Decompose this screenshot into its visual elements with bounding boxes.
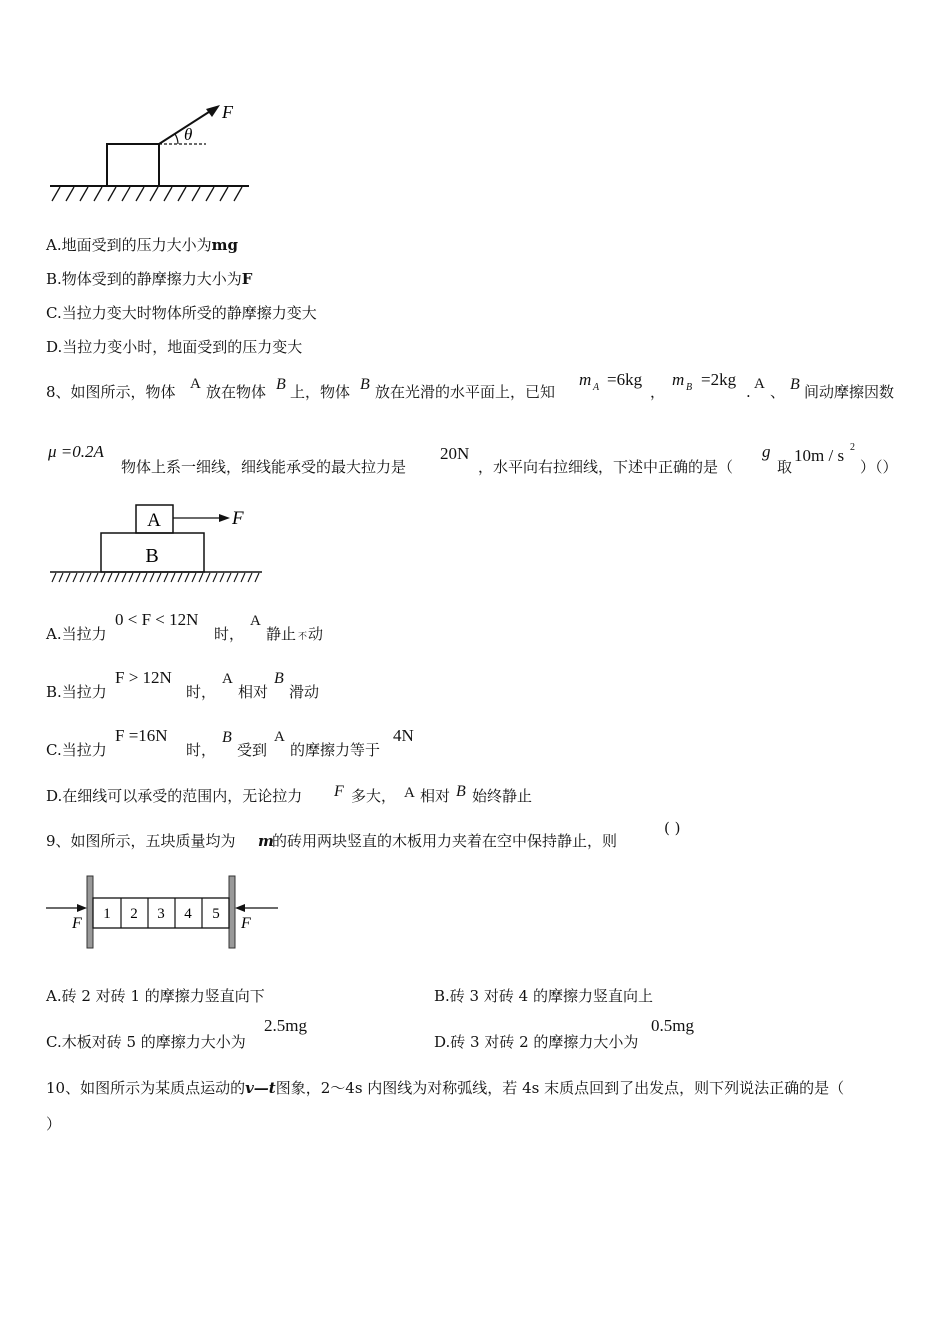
q9-stem [46,814,746,850]
subscript: A [593,382,600,393]
option-text: 滑动 [289,683,320,701]
q8-option-a [46,610,446,644]
option-text: 时， [186,741,217,759]
stem-text: 放在光滑的水平面上，已知 [375,383,556,401]
var-B: B [790,376,800,393]
stem-text: 放在物体 [206,383,267,401]
var-B: B [276,376,286,393]
stem-text: 取 [777,458,793,476]
option-text: B.物体受到的静摩擦力大小为 [46,270,242,288]
option-text: A.当拉力 [46,625,107,643]
var-B: B [360,376,370,393]
max-tension: 20N [440,444,470,463]
option-text: 受到 [237,741,268,759]
stem-text: ）（） [860,458,898,476]
var-F: F [334,783,344,800]
angle-label: θ [184,125,193,144]
left-force-label: F [72,915,82,932]
var-A: A [250,613,261,629]
punct: ， [650,383,666,401]
punct: . [746,383,751,401]
right-board [229,876,235,948]
angle-arc [175,134,178,144]
var-A: A [754,376,765,392]
option-text: C.当拉力 [46,741,107,759]
stem-text: 物体上系一细线，细线能承受的最大拉力是 [121,458,407,476]
q8-option-b [46,668,446,702]
option-text: C.木板对砖 5 的摩擦力大小为 [46,1033,246,1051]
arrowhead-icon [235,904,245,912]
option-value: 4N [393,726,414,745]
q9-figure [44,872,284,952]
value-mB: =2kg [701,370,737,389]
option-text: D.砖 3 对砖 2 的摩擦力大小为 [434,1033,639,1051]
var-A: A [404,785,415,801]
q7-option-c: C.当拉力变大时物体所受的静摩擦力变大 [46,304,317,322]
brick-5-label: 5 [212,906,220,922]
punct: 、 [770,383,786,401]
block [107,144,159,186]
q9-option-c [46,1016,366,1056]
arrowhead-icon [206,105,220,117]
option-text: 静止 [266,625,297,643]
option-math: 0 < F < 12N [115,610,199,629]
option-text: 相对 [420,787,451,805]
q8-stem-line-2 [46,440,926,476]
var-g: g [762,442,771,461]
brick-4-label: 4 [184,906,192,922]
ground-hatching [52,187,242,201]
q10-stem [46,1078,844,1098]
option-text: 时， [214,625,245,643]
arrowhead-icon [219,514,230,522]
left-board [87,876,93,948]
q7-option-d: D.当拉力变小时，地面受到的压力变大 [46,338,303,356]
value-mA: =6kg [607,370,643,389]
stem-text: ，水平向右拉细线，下述中正确的是（ [478,458,734,476]
option-text: B.当拉力 [46,683,107,701]
option-math: F > 12N [115,668,172,687]
var-B: B [456,783,466,800]
option-math: F [241,270,253,288]
var-A: A [190,376,201,392]
stem-text: 的砖用两块竖直的木板用力夹着在空中保持静止，则 [272,832,618,850]
var-A: A [222,671,233,687]
option-value: 0.5mg [651,1016,694,1035]
force-label: F [232,508,244,529]
stem-text: 图象，2～4s 内图线为对称弧线，若 4s 末质点回到了出发点，则下列说法正确的是（ [275,1079,845,1097]
stem-text: 9、如图所示，五块质量均为 [46,832,236,850]
option-text: A.地面受到的压力大小为 [46,236,212,254]
block-a-label: A [147,510,161,531]
force-label: F [222,102,233,122]
option-text: 相对 [238,683,269,701]
stem-text: 10、如图所示为某质点运动的 [46,1079,246,1097]
q7-figure [44,95,254,210]
var-mB: m [672,370,685,389]
var-B: B [274,670,284,687]
small-char: 不 [298,632,308,642]
q7-option-a [46,235,238,255]
option-text: 多大， [351,787,397,805]
var-m: m [258,832,274,850]
var-A: A [274,729,285,745]
g-value: 10m / s [794,446,845,465]
answer-paren: ( ) [664,819,681,837]
option-math: F =16N [115,726,168,745]
right-force-label: F [241,915,251,932]
q8-figure [46,500,276,590]
vt-label: v—t [245,1079,276,1097]
q8-option-d [46,782,566,812]
subscript: B [686,382,693,393]
stem-text: 8、如图所示，物体 [46,383,176,401]
arrowhead-icon [77,904,87,912]
q7-option-b [46,269,252,289]
q9-option-d [434,1016,754,1056]
option-text: D.在细线可以承受的范围内，无论拉力 [46,787,303,805]
brick-3-label: 3 [157,906,165,922]
q8-stem-line-1 [46,372,926,408]
option-math: mg [211,236,238,254]
option-value: 2.5mg [264,1016,307,1035]
block-b-label: B [145,545,159,567]
option-text: 的摩擦力等于 [290,741,381,759]
var-B: B [222,729,232,746]
q10-stem-line-2: ） [46,1115,62,1133]
q8-option-c [46,726,466,760]
q9-option-a: A.砖 2 对砖 1 的摩擦力竖直向下 [46,987,265,1005]
option-text: 始终静止 [472,787,533,805]
option-text: 时， [186,683,217,701]
superscript: 2 [850,442,855,453]
option-text: 动 [308,625,324,643]
brick-1-label: 1 [103,906,111,922]
var-mA: m [579,370,592,389]
mu-value: μ =0.2A [48,442,104,461]
brick-2-label: 2 [130,906,138,922]
stem-text: 间动摩擦因数 [804,383,895,401]
ground-hatching [52,573,259,582]
q9-option-b: B.砖 3 对砖 4 的摩擦力竖直向上 [434,987,653,1005]
stem-text: 上，物体 [290,383,351,401]
